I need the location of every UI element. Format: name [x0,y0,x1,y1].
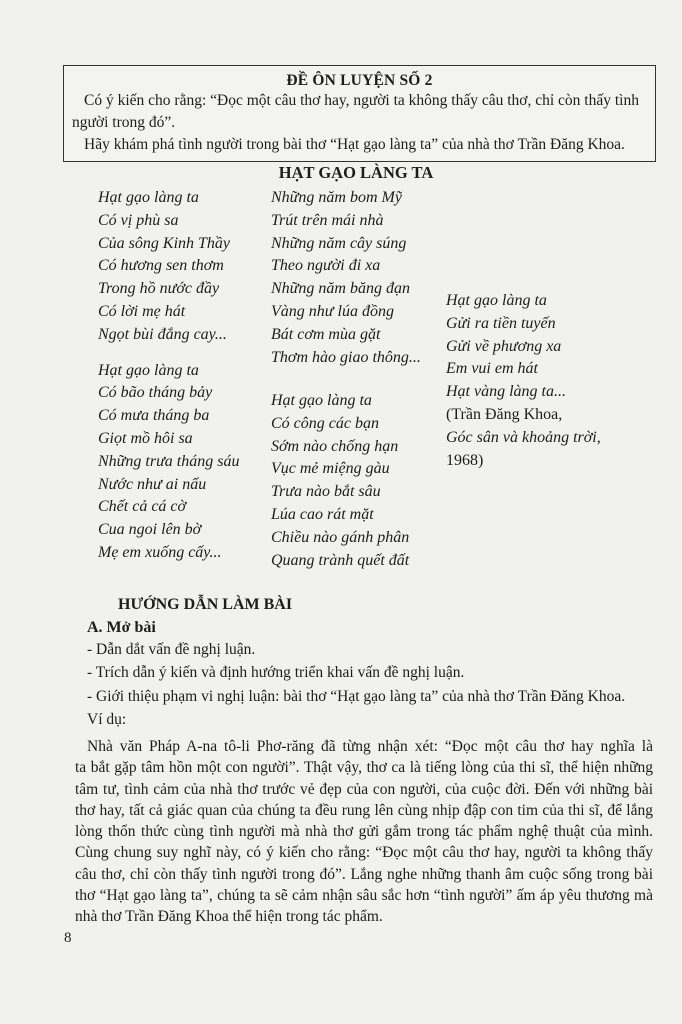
poem-source-collection: Góc sân và khoảng trời, [446,428,601,446]
exercise-prompt-line-1: Có ý kiến cho rằng: “Đọc một câu thơ hay, người ta không thấy câu thơ, chỉ còn thấy tình [84,92,639,109]
section-a-title: A. Mở bài [87,619,156,636]
poem-line: Quang trành quết đất [271,551,410,569]
poem-line: Hạt gạo làng ta [446,292,547,309]
poem-line: Chết cả cá cờ [98,498,187,516]
poem-line: Gửi ra tiền tuyến [446,314,556,332]
guide-title: HƯỚNG DẪN LÀM BÀI [118,596,293,613]
poem-line: Những trưa tháng sáu [98,452,240,470]
poem-line: Vục mẻ miệng gàu [271,460,390,478]
poem-line: Hạt gạo làng ta [271,392,372,409]
poem-source-author: (Trần Đăng Khoa, [446,405,563,423]
poem-line: Của sông Kinh Thầy [98,234,231,252]
poem-line: Hạt gạo làng ta [98,361,199,379]
poem-line: Chiều nào gánh phân [271,528,410,546]
poem-line: Hạt vàng làng ta... [446,383,566,401]
poem-line: Có bão tháng bảy [98,384,213,402]
paragraph-line: Cùng chung suy nghĩ này, có ý kiến cho rằng: “Đọc một câu thơ hay, người ta không thấy [75,844,653,862]
poem-line: Em vui em hát [446,360,538,378]
poem-line: Nước như ai nấu [98,475,207,493]
poem-line: Trút trên mái nhà [271,211,384,229]
guide-bullet-1: - Dẫn dắt vấn đề nghị luận. [87,641,256,658]
poem-line: Lúa cao rát mặt [271,505,374,523]
poem-column-3 [446,290,601,472]
poem-line: Có công các bạn [271,414,379,432]
paragraph-line: lòng thổn thức cùng tình người mà nhà thơ gửi gắm trong tác phẩm nghệ thuật của mình. [75,823,653,841]
poem-line: Trong hồ nước đầy [98,280,220,298]
paragraph-line: câu thơ, chỉ còn thấy tình người trong đó”. Lắng nghe những thanh âm cuộc sống trong bài [75,865,653,883]
poem-line: Có lời mẹ hát [98,302,186,320]
poem-line: Trưa nào bắt sâu [271,483,381,501]
poem-line: Theo người đi xa [271,257,381,275]
guide-bullet-2: - Trích dẫn ý kiến và định hướng triển khai vấn đề nghị luận. [87,664,465,681]
poem-line: Sớm nào chống hạn [271,437,399,455]
poem-column-1 [98,187,239,565]
page-number: 8 [64,930,72,946]
poem-line: Vàng như lúa đồng [271,302,394,320]
guide-bullet-3: - Giới thiệu phạm vi nghị luận: bài thơ “Hạt gạo làng ta” của nhà thơ Trần Đăng Khoa. [87,688,626,705]
exercise-task: Hãy khám phá tình người trong bài thơ “Hạt gạo làng ta” của nhà thơ Trần Đăng Khoa. [84,136,625,153]
poem-line: Có mưa tháng ba [98,407,210,425]
poem-source-year: 1968) [446,451,484,469]
poem-column-2b [271,390,409,572]
poem-line: Thơm hào giao thông... [271,348,421,366]
poem-line: Có hương sen thơm [98,257,224,275]
paragraph-line: tâm tư, tình cảm của nhà thơ trước vẻ đẹp của con người, của cuộc đời. Đến với những bài [75,780,653,798]
poem-line: Giọt mồ hôi sa [98,429,193,447]
exercise-box [63,65,656,162]
poem-line: Những năm cây súng [271,234,407,252]
poem-line: Những năm bom Mỹ [271,189,402,206]
poem-line: Những năm băng đạn [271,280,410,298]
poem-line: Mẹ em xuống cấy... [98,543,222,561]
exercise-prompt-line-2: người trong đó”. [72,114,176,131]
example-paragraph [75,736,653,928]
poem-column-2a [271,187,421,369]
poem-line: Hạt gạo làng ta [98,189,199,206]
paragraph-line: nhà thơ Trần Đăng Khoa thể hiện trong tác phẩm. [75,908,383,926]
exercise-title: ĐỀ ÔN LUYỆN SỐ 2 [286,72,433,89]
paragraph-line: ta bắt gặp tâm hồn một con người”. Thật vậy, thơ ca là tiếng lòng của thi sĩ, thể hiện những [75,759,653,777]
poem-line: Gửi về phương xa [446,337,562,355]
poem-line: Có vị phù sa [98,211,179,229]
example-label: Ví dụ: [87,711,127,728]
poem-line: Ngọt bùi đắng cay... [98,325,227,343]
paragraph-line: Nhà văn Pháp A-na tô-li Phơ-răng đã từng nhận xét: “Đọc một câu thơ hay nghĩa là [87,738,653,755]
paragraph-line: thơ hay, tất cả giác quan của chúng ta đều rung lên cùng nhịp đập con tim của thi sĩ, để lắng [75,801,653,819]
poem-line: Cua ngoi lên bờ [98,521,202,539]
poem-title: HẠT GẠO LÀNG TA [278,163,434,182]
poem-line: Bát cơm mùa gặt [271,325,381,343]
paragraph-line: thơ “Hạt gạo làng ta”, chúng ta sẽ cảm nhận sâu sắc hơn “tình người” ấm áp yêu thương mà [75,887,653,905]
